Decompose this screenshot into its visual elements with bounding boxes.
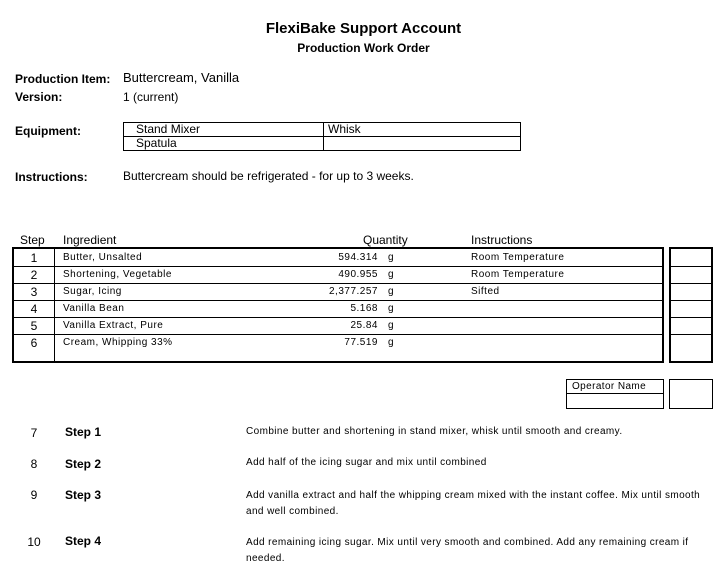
table-row bbox=[14, 249, 662, 267]
row-instructions: Room Temperature bbox=[471, 252, 565, 263]
row-step: 4 bbox=[30, 302, 38, 316]
checkoff-cell[interactable] bbox=[671, 283, 711, 301]
row-step: 2 bbox=[30, 268, 38, 282]
row-step: 5 bbox=[30, 319, 38, 333]
production-item-value: Buttercream, Vanilla bbox=[123, 70, 240, 85]
page-subtitle: Production Work Order bbox=[297, 41, 430, 55]
procedure-step: Step 2 bbox=[65, 457, 102, 471]
row-ingredient: Shortening, Vegetable bbox=[63, 269, 172, 280]
row-ingredient: Sugar, Icing bbox=[63, 286, 122, 297]
procedure-step: Step 3 bbox=[65, 488, 102, 502]
operator-signature-box[interactable] bbox=[669, 379, 713, 409]
checkoff-cell[interactable] bbox=[671, 266, 711, 284]
table-row bbox=[14, 300, 662, 318]
equipment-cell bbox=[324, 137, 521, 151]
equipment-row bbox=[124, 137, 521, 151]
row-unit: g bbox=[388, 286, 394, 297]
equipment-table bbox=[123, 122, 521, 151]
procedure-number: 10 bbox=[27, 535, 41, 549]
row-unit: g bbox=[388, 269, 394, 280]
row-ingredient: Butter, Unsalted bbox=[63, 252, 143, 263]
row-ingredient: Vanilla Extract, Pure bbox=[63, 320, 164, 331]
col-header-instructions: Instructions bbox=[471, 233, 533, 247]
checkoff-cell[interactable] bbox=[671, 249, 711, 267]
procedure-number: 8 bbox=[30, 457, 38, 471]
table-row bbox=[14, 334, 662, 351]
col-header-quantity: Quantity bbox=[363, 233, 408, 247]
procedure-text: Add half of the icing sugar and mix until combined bbox=[246, 457, 487, 468]
checkoff-cell[interactable] bbox=[671, 300, 711, 318]
row-step: 3 bbox=[30, 285, 38, 299]
row-unit: g bbox=[388, 320, 394, 331]
equipment-label: Equipment: bbox=[15, 124, 81, 138]
procedure-step: Step 4 bbox=[65, 534, 102, 548]
checkoff-cell[interactable] bbox=[671, 334, 711, 351]
row-quantity: 490.955 bbox=[338, 269, 378, 280]
procedure-text: Add vanilla extract and half the whipping cream mixed with the instant coffee. Mix until smooth and well combined. bbox=[246, 490, 701, 517]
col-header-step: Step bbox=[20, 233, 45, 247]
row-quantity: 77.519 bbox=[344, 337, 378, 348]
row-quantity: 5.168 bbox=[350, 303, 378, 314]
procedure-number: 7 bbox=[30, 426, 38, 440]
instructions-label: Instructions: bbox=[15, 170, 88, 184]
checkoff-cell[interactable] bbox=[671, 317, 711, 335]
checkoff-column bbox=[669, 247, 713, 363]
version-value: 1 (current) bbox=[123, 90, 179, 104]
page-title: FlexiBake Support Account bbox=[265, 20, 462, 37]
version-label: Version: bbox=[15, 90, 63, 104]
procedure-step: Step 1 bbox=[65, 425, 102, 439]
instructions-value: Buttercream should be refrigerated - for up to 3 weeks. bbox=[123, 169, 414, 183]
row-instructions: Sifted bbox=[471, 286, 500, 297]
production-item-label: Production Item: bbox=[15, 72, 111, 86]
equipment-cell: Spatula bbox=[124, 137, 324, 151]
row-quantity: 594.314 bbox=[338, 252, 378, 263]
table-row bbox=[14, 317, 662, 335]
procedure-text: Add remaining icing sugar. Mix until very smooth and combined. Add any remaining cream if needed. bbox=[246, 537, 689, 564]
row-quantity: 2,377.257 bbox=[329, 286, 378, 297]
col-header-ingredient: Ingredient bbox=[63, 233, 117, 247]
operator-name-label: Operator Name bbox=[567, 380, 663, 394]
row-unit: g bbox=[388, 337, 394, 348]
equipment-cell: Stand Mixer bbox=[124, 123, 324, 137]
row-instructions: Room Temperature bbox=[471, 269, 565, 280]
equipment-cell: Whisk bbox=[324, 123, 521, 137]
row-step: 6 bbox=[30, 336, 38, 350]
row-unit: g bbox=[388, 252, 394, 263]
table-row bbox=[14, 266, 662, 284]
equipment-row bbox=[124, 123, 521, 137]
row-step: 1 bbox=[30, 251, 38, 265]
row-quantity: 25.84 bbox=[350, 320, 378, 331]
table-row bbox=[14, 283, 662, 301]
ingredients-table bbox=[12, 247, 664, 363]
row-unit: g bbox=[388, 303, 394, 314]
procedure-number: 9 bbox=[30, 488, 38, 502]
procedure-text: Combine butter and shortening in stand mixer, whisk until smooth and creamy. bbox=[246, 426, 623, 437]
row-ingredient: Cream, Whipping 33% bbox=[63, 337, 173, 348]
row-ingredient: Vanilla Bean bbox=[63, 303, 125, 314]
operator-name-box bbox=[566, 379, 664, 409]
